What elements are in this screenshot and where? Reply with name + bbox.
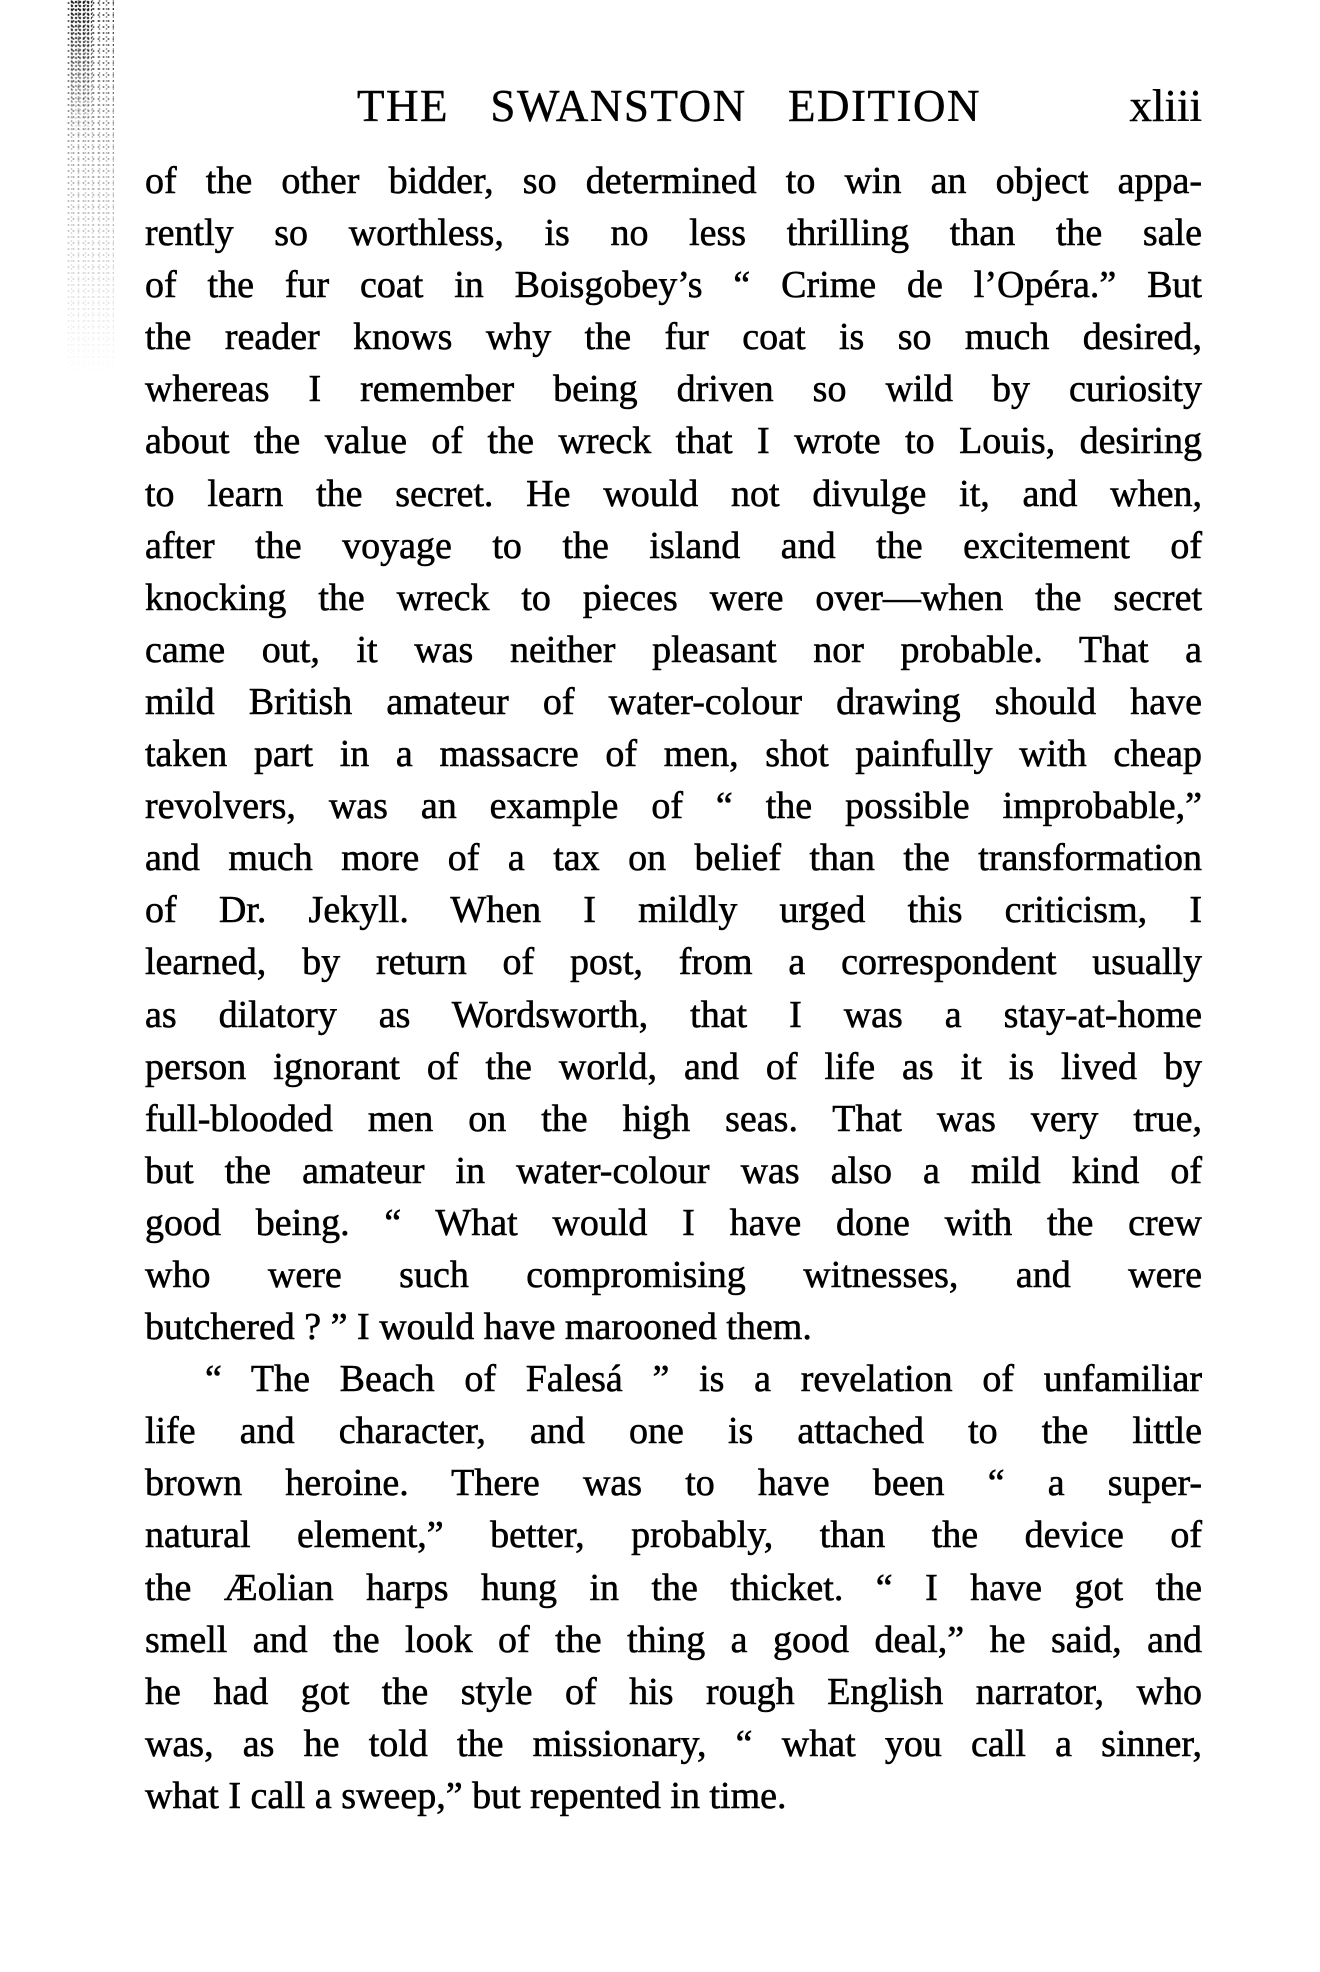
text-line: of Dr. Jekyll. When I mildly urged this criticism, I: [145, 889, 1202, 932]
text-line: who were such compromising witnesses, and were: [145, 1253, 1202, 1296]
text-line: the Æolian harps hung in the thicket. “ I have got the: [145, 1566, 1202, 1609]
text-line-indented: “ The Beach of Falesá ” is a revelation of unfamiliar: [205, 1358, 1202, 1401]
text-line-last: what I call a sweep,” but repented in time.: [145, 1774, 787, 1817]
scan-edge-artifact-dense: [70, 0, 92, 140]
text-line: person ignorant of the world, and of life as it is lived by: [145, 1045, 1202, 1088]
text-line: came out, it was neither pleasant nor probable. That a: [145, 628, 1202, 671]
text-line: as dilatory as Wordsworth, that I was a stay-at-home: [145, 993, 1202, 1036]
text-line: to learn the secret. He would not divulge it, and when,: [145, 472, 1202, 515]
text-line: good being. “ What would I have done with the crew: [145, 1201, 1202, 1244]
text-line-last: butchered ? ” I would have marooned them.: [145, 1306, 812, 1349]
running-head: THE SWANSTON EDITION: [357, 81, 981, 131]
text-line: was, as he told the missionary, “ what you call a sinner,: [145, 1722, 1202, 1765]
text-line: full-blooded men on the high seas. That was very true,: [145, 1097, 1202, 1140]
text-line: mild British amateur of water-colour drawing should have: [145, 680, 1202, 723]
text-line: and much more of a tax on belief than the transformation: [145, 837, 1202, 880]
text-line: about the value of the wreck that I wrote to Louis, desiring: [145, 420, 1202, 463]
text-line: brown heroine. There was to have been “ a super-: [145, 1462, 1202, 1505]
text-line: learned, by return of post, from a correspondent usually: [145, 941, 1202, 984]
text-line: revolvers, was an example of “ the possible improbable,”: [145, 785, 1202, 828]
text-line: the reader knows why the fur coat is so much desired,: [145, 316, 1202, 359]
body-text: [145, 155, 1202, 1822]
text-line: life and character, and one is attached to the little: [145, 1410, 1202, 1453]
text-line: after the voyage to the island and the excitement of: [145, 524, 1202, 567]
text-line: whereas I remember being driven so wild by curiosity: [145, 368, 1202, 411]
text-line: rently so worthless, is no less thrilling than the sale: [145, 212, 1202, 255]
paragraph-2: [145, 1353, 1202, 1822]
text-line: of the fur coat in Boisgobey’s “ Crime de l’Opéra.” But: [145, 264, 1202, 307]
text-line: taken part in a massacre of men, shot painfully with cheap: [145, 733, 1202, 776]
text-line: natural element,” better, probably, than the device of: [145, 1514, 1202, 1557]
text-line: smell and the look of the thing a good deal,” he said, and: [145, 1618, 1202, 1661]
page-number: xliii: [1129, 81, 1202, 131]
text-line: but the amateur in water-colour was also a mild kind of: [145, 1149, 1202, 1192]
text-line: knocking the wreck to pieces were over—when the secret: [145, 576, 1202, 619]
text-line: he had got the style of his rough English narrator, who: [145, 1670, 1202, 1713]
paragraph-1: [145, 155, 1202, 1353]
text-line: of the other bidder, so determined to win an object appa-: [145, 160, 1202, 202]
